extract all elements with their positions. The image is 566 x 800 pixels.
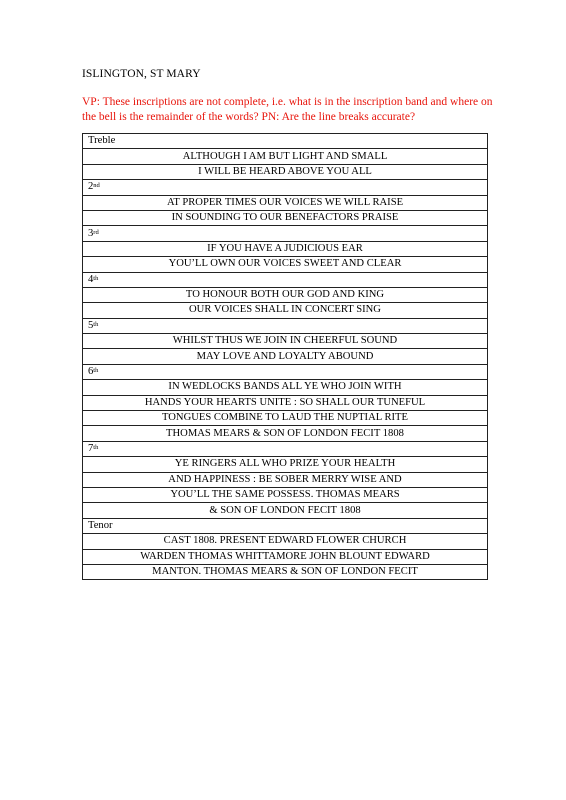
inscription-line: OUR VOICES SHALL IN CONCERT SING xyxy=(83,303,488,318)
bell-label xyxy=(83,226,488,241)
inscription-row xyxy=(83,564,488,579)
inscription-line: MANTON. THOMAS MEARS & SON OF LONDON FECIT xyxy=(83,564,488,579)
inscription-line: YOU’LL OWN OUR VOICES SWEET AND CLEAR xyxy=(83,257,488,272)
bell-label-ordinal: th xyxy=(93,367,99,375)
bell-header-row xyxy=(83,180,488,195)
inscription-row xyxy=(83,349,488,364)
bell-label-ordinal: th xyxy=(93,444,99,451)
inscription-line: MAY LOVE AND LOYALTY ABOUND xyxy=(83,349,488,364)
bell-header-row xyxy=(83,272,488,287)
inscription-line: I WILL BE HEARD ABOVE YOU ALL xyxy=(83,164,488,179)
bell-label xyxy=(83,134,488,149)
inscription-row xyxy=(83,487,488,502)
inscription-row xyxy=(83,303,488,318)
bell-header-row xyxy=(83,318,488,333)
inscription-line: WARDEN THOMAS WHITTAMORE JOHN BLOUNT EDWARD xyxy=(83,549,488,564)
inscription-line: AND HAPPINESS : BE SOBER MERRY WISE AND xyxy=(83,472,488,487)
inscription-row xyxy=(83,257,488,272)
bell-label-ordinal: nd xyxy=(93,182,100,190)
inscription-row xyxy=(83,534,488,549)
inscription-line: IN WEDLOCKS BANDS ALL YE WHO JOIN WITH xyxy=(83,380,488,395)
bell-label-text: 2 xyxy=(88,181,94,193)
inscription-row xyxy=(83,472,488,487)
bell-label-text: 6 xyxy=(88,366,94,378)
inscription-line: WHILST THUS WE JOIN IN CHEERFUL SOUND xyxy=(83,334,488,349)
bell-label xyxy=(83,180,488,195)
bell-label-text: 5 xyxy=(88,319,94,331)
bell-header-row xyxy=(83,226,488,241)
inscription-row xyxy=(83,426,488,441)
bell-label xyxy=(83,364,488,379)
inscription-line: IN SOUNDING TO OUR BENEFACTORS PRAISE xyxy=(83,210,488,225)
bell-label-text: 4 xyxy=(88,273,94,285)
bell-label-text: Tenor xyxy=(88,519,113,531)
bell-header-row xyxy=(83,134,488,149)
bell-label-ordinal: rd xyxy=(93,228,99,236)
inscription-row xyxy=(83,149,488,164)
bell-label xyxy=(83,318,488,333)
bell-label xyxy=(83,272,488,287)
bell-label xyxy=(83,441,488,456)
inscription-line: TO HONOUR BOTH OUR GOD AND KING xyxy=(83,287,488,302)
inscription-row xyxy=(83,457,488,472)
document-title: ISLINGTON, ST MARY xyxy=(82,68,201,80)
inscription-row xyxy=(83,195,488,210)
bell-label-text: 7 xyxy=(88,443,94,454)
inscription-row xyxy=(83,210,488,225)
bell-header-row xyxy=(83,441,488,456)
bell-label-ordinal: th xyxy=(93,320,99,328)
inscription-row xyxy=(83,411,488,426)
bell-header-row xyxy=(83,518,488,533)
inscription-line: ALTHOUGH I AM BUT LIGHT AND SMALL xyxy=(83,149,488,164)
inscription-line: & SON OF LONDON FECIT 1808 xyxy=(83,503,488,518)
inscription-line: AT PROPER TIMES OUR VOICES WE WILL RAISE xyxy=(83,195,488,210)
bell-label-text: Treble xyxy=(88,135,116,147)
inscription-row xyxy=(83,334,488,349)
inscription-line: TONGUES COMBINE TO LAUD THE NUPTIAL RITE xyxy=(83,411,488,426)
bell-label xyxy=(83,518,488,533)
review-note: VP: These inscriptions are not complete, i.e. what is in the inscription band and where on the bell is the remainder of the words? PN: Are the line breaks accurate? xyxy=(82,96,493,123)
inscription-row xyxy=(83,380,488,395)
inscriptions-table xyxy=(82,133,488,580)
inscription-line: YE RINGERS ALL WHO PRIZE YOUR HEALTH xyxy=(83,457,488,472)
inscription-line: CAST 1808. PRESENT EDWARD FLOWER CHURCH xyxy=(83,534,488,549)
inscription-row xyxy=(83,395,488,410)
bell-header-row xyxy=(83,364,488,379)
inscription-row xyxy=(83,549,488,564)
inscription-line: YOU’LL THE SAME POSSESS. THOMAS MEARS xyxy=(83,487,488,502)
bell-label-ordinal: th xyxy=(93,274,99,282)
inscription-line: THOMAS MEARS & SON OF LONDON FECIT 1808 xyxy=(83,426,488,441)
inscription-row xyxy=(83,503,488,518)
bell-label-text: 3 xyxy=(88,227,94,239)
inscription-line: IF YOU HAVE A JUDICIOUS EAR xyxy=(83,241,488,256)
inscription-line: HANDS YOUR HEARTS UNITE : SO SHALL OUR TUNEFUL xyxy=(83,395,488,410)
inscription-row xyxy=(83,164,488,179)
inscription-row xyxy=(83,287,488,302)
inscription-row xyxy=(83,241,488,256)
